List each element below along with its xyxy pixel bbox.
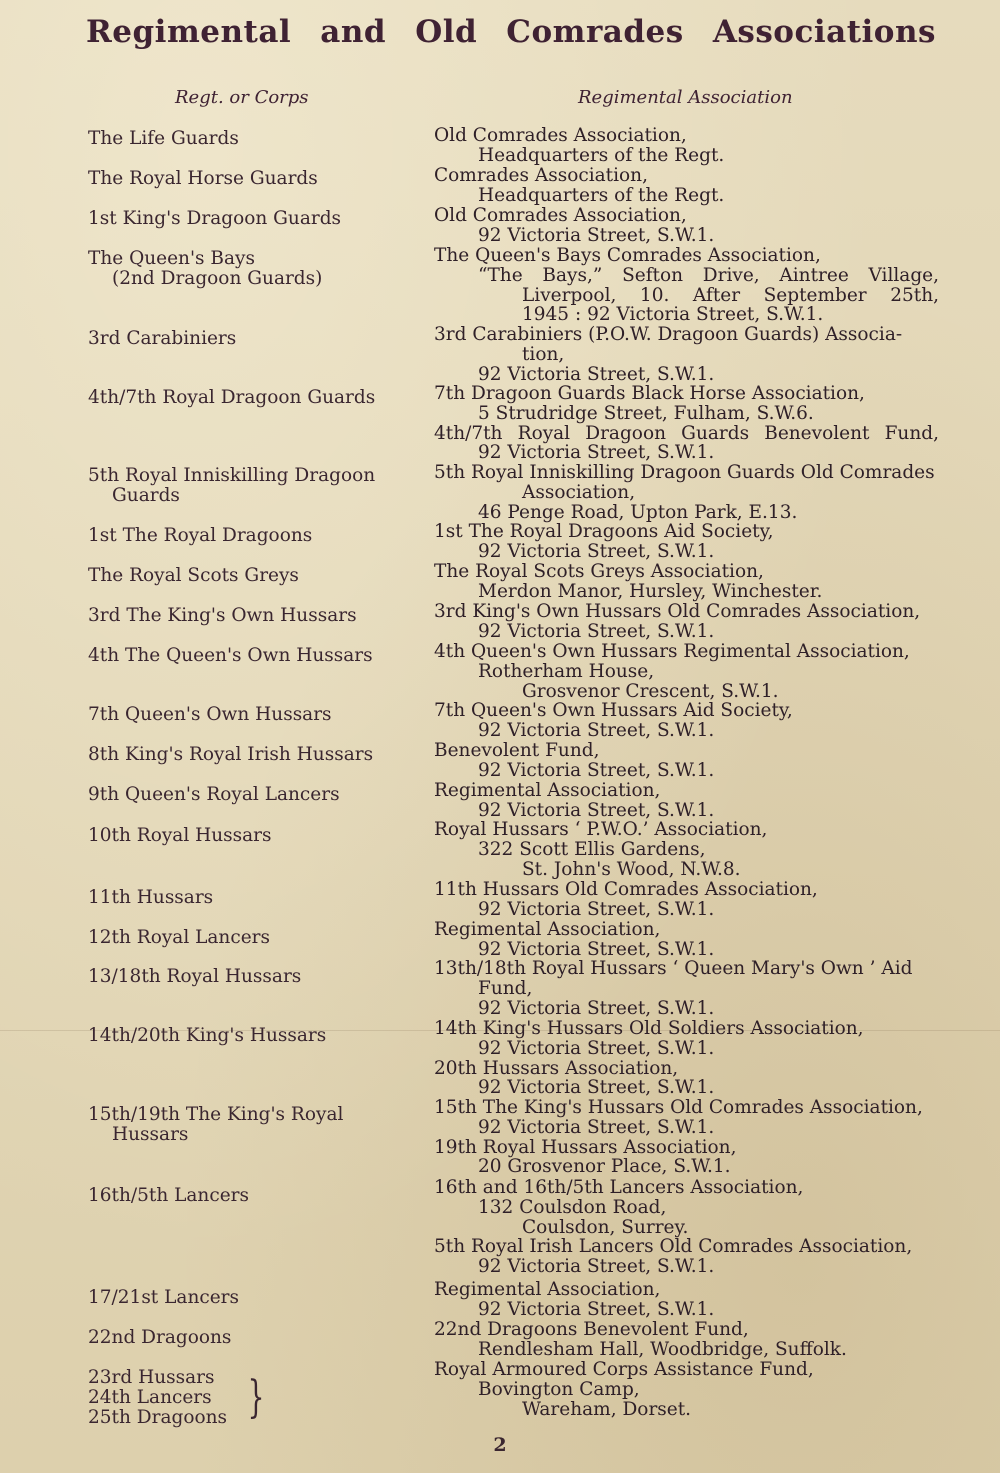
- column-header-regiment: Regt. or Corps: [175, 87, 309, 108]
- regiment-name: [88, 388, 408, 408]
- association-line: 11th Hussars Old Comrades Association,: [434, 879, 818, 900]
- association-line: tion,: [522, 343, 565, 365]
- association-line: Old Comrades Association,: [434, 125, 687, 146]
- regiment-name-line: 3rd Carabiniers: [88, 328, 237, 349]
- regiment-name-line: 12th Royal Lancers: [88, 927, 270, 948]
- regiment-name: [88, 1186, 408, 1206]
- regiment-name: [88, 606, 408, 626]
- regiment-name-line: 1st King's Dragoon Guards: [88, 208, 342, 229]
- association-line: 15th The King's Hussars Old Comrades Association,: [434, 1097, 923, 1118]
- association-line: 5th Royal Irish Lancers Old Comrades Association,: [434, 1236, 913, 1258]
- association-line: Comrades Association,: [434, 165, 648, 186]
- title-word: and: [320, 14, 387, 50]
- association-entry: [434, 701, 939, 741]
- association-line: The Queen's Bays Comrades Association,: [434, 245, 821, 266]
- association-line: 4th Queen's Own Hussars Regimental Association,: [434, 641, 910, 662]
- regiment-name-line: 5th Royal Inniskilling Dragoon: [88, 465, 376, 486]
- association-line: 7th Dragoon Guards Black Horse Association,: [434, 383, 865, 404]
- association-entry: [434, 384, 939, 463]
- association-line: 13th/18th Royal Hussars ‘ Queen Mary's Own ’ Aid: [434, 958, 913, 979]
- association-entry: [434, 820, 939, 879]
- association-line: 92 Victoria Street, S.W.1.: [478, 1077, 715, 1099]
- title-word: Regimental: [86, 14, 292, 50]
- association-line: Bovington Camp,: [478, 1378, 640, 1400]
- association-line: Rotherham House,: [478, 660, 655, 682]
- association-entry: [434, 642, 939, 701]
- regiment-name: [88, 526, 408, 546]
- association-line: 92 Victoria Street, S.W.1.: [478, 442, 715, 464]
- association-line: 5th Royal Inniskilling Dragoon Guards Old Comrades: [434, 462, 935, 483]
- association-line: Rendlesham Hall, Woodbridge, Suffolk.: [478, 1338, 847, 1360]
- title-word: Old: [415, 14, 478, 50]
- regiment-name-line: The Royal Horse Guards: [88, 168, 318, 189]
- association-line: Headquarters of the Regt.: [478, 184, 725, 206]
- regiment-name: [88, 967, 408, 987]
- regiment-name: [88, 1328, 408, 1348]
- regiment-name-line: 10th Royal Hussars: [88, 825, 272, 846]
- association-line: 92 Victoria Street, S.W.1.: [478, 1037, 715, 1059]
- association-line: 92 Victoria Street, S.W.1.: [478, 540, 715, 562]
- association-line: 92 Victoria Street, S.W.1.: [478, 1298, 715, 1320]
- association-line: 1945 : 92 Victoria Street, S.W.1.: [522, 304, 824, 326]
- association-line: 14th King's Hussars Old Soldiers Association,: [434, 1018, 864, 1039]
- regiment-name-line: 15th/19th The King's Royal: [88, 1104, 344, 1125]
- regiment-name-line: 16th/5th Lancers: [88, 1185, 249, 1206]
- association-line: 3rd Carabiniers (P.O.W. Dragoon Guards) Associa-: [434, 324, 903, 345]
- regiment-name: [88, 169, 408, 189]
- regiment-name-line: 23rd Hussars: [88, 1367, 215, 1388]
- regiment-name: [88, 705, 408, 725]
- association-entry: [434, 1019, 939, 1098]
- regiment-name: [88, 466, 408, 506]
- association-line: 46 Penge Road, Upton Park, E.13.: [478, 501, 798, 523]
- association-line: Regimental Association,: [434, 1279, 661, 1300]
- association-line: 92 Victoria Street, S.W.1.: [478, 898, 715, 920]
- regiment-name-line: Hussars: [112, 1124, 189, 1145]
- association-line: St. John's Wood, N.W.8.: [522, 858, 741, 880]
- association-line: Regimental Association,: [434, 780, 661, 801]
- regiment-name: [88, 1288, 408, 1308]
- regiment-name: [88, 785, 408, 805]
- grouping-brace: }: [247, 1372, 265, 1423]
- regiment-name: [88, 888, 408, 908]
- association-line: 92 Victoria Street, S.W.1.: [478, 938, 715, 960]
- association-entry: [434, 602, 939, 642]
- association-line: 4th/7th Royal Dragoon Guards Benevolent Fund,: [434, 422, 939, 444]
- regiment-name-line: 4th The Queen's Own Hussars: [88, 645, 373, 666]
- association-line: Association,: [522, 481, 636, 503]
- regiment-name-line: (2nd Dragoon Guards): [112, 268, 323, 289]
- association-line: 16th and 16th/5th Lancers Association,: [434, 1177, 804, 1198]
- regiment-name-line: 24th Lancers: [88, 1387, 212, 1408]
- regiment-name-line: 22nd Dragoons: [88, 1327, 232, 1348]
- regiment-name: [88, 566, 408, 586]
- association-entry: [434, 522, 939, 562]
- regiment-name-line: The Queen's Bays: [88, 248, 256, 269]
- regiment-name-line: 13/18th Royal Hussars: [88, 966, 302, 987]
- regiment-name-line: 1st The Royal Dragoons: [88, 525, 313, 546]
- association-line: Old Comrades Association,: [434, 205, 687, 226]
- association-line: Grosvenor Crescent, S.W.1.: [522, 680, 779, 702]
- association-entry: [434, 959, 939, 1018]
- association-entry: [434, 246, 939, 325]
- regiment-name: [88, 826, 408, 846]
- regiment-name-line: 11th Hussars: [88, 887, 214, 908]
- association-line: Merdon Manor, Hursley, Winchester.: [478, 580, 823, 602]
- association-entry: [434, 562, 939, 602]
- regiment-name: [88, 329, 408, 349]
- association-line: 92 Victoria Street, S.W.1.: [478, 1256, 715, 1278]
- association-entry: [434, 1360, 939, 1419]
- regiment-name: [88, 745, 408, 765]
- regiment-name-line: 7th Queen's Own Hussars: [88, 704, 332, 725]
- association-entry: [434, 1098, 939, 1177]
- regiment-name: [88, 1105, 408, 1145]
- regiment-name-line: 17/21st Lancers: [88, 1287, 239, 1308]
- regiment-name: [88, 1026, 408, 1046]
- page-title: [86, 14, 936, 50]
- association-entry: [434, 206, 939, 246]
- regiment-name-line: The Life Guards: [88, 128, 239, 149]
- association-line: 132 Coulsdon Road,: [478, 1196, 667, 1218]
- regiment-name-line: 14th/20th King's Hussars: [88, 1025, 327, 1046]
- association-line: 92 Victoria Street, S.W.1.: [478, 719, 715, 741]
- association-line: The Royal Scots Greys Association,: [434, 561, 764, 582]
- association-line: “The Bays,” Sefton Drive, Aintree Village,: [478, 264, 939, 286]
- page-number: 2: [493, 1434, 507, 1456]
- association-line: Coulsdon, Surrey.: [522, 1216, 689, 1238]
- association-line: 92 Victoria Street, S.W.1.: [478, 997, 715, 1019]
- association-line: 7th Queen's Own Hussars Aid Society,: [434, 700, 793, 721]
- regiment-name-line: 25th Dragoons: [88, 1407, 228, 1428]
- association-line: Benevolent Fund,: [434, 740, 600, 761]
- title-word: Comrades: [506, 14, 684, 50]
- association-entry: [434, 880, 939, 920]
- regiment-name: [88, 249, 408, 289]
- association-line: 5 Strudridge Street, Fulham, S.W.6.: [478, 402, 814, 424]
- association-entry: [434, 166, 939, 206]
- association-entry: [434, 463, 939, 522]
- regiment-name-line: 8th King's Royal Irish Hussars: [88, 744, 374, 765]
- association-line: 92 Victoria Street, S.W.1.: [478, 363, 715, 385]
- association-entry: [434, 325, 939, 384]
- association-line: 19th Royal Hussars Association,: [434, 1136, 737, 1158]
- regiment-name: [88, 129, 408, 149]
- regiment-name-line: Guards: [112, 485, 180, 506]
- association-line: Wareham, Dorset.: [522, 1398, 692, 1420]
- association-line: 3rd King's Own Hussars Old Comrades Association,: [434, 601, 921, 622]
- association-line: 1st The Royal Dragoons Aid Society,: [434, 521, 774, 542]
- association-line: 92 Victoria Street, S.W.1.: [478, 620, 715, 642]
- regiment-name: [88, 928, 408, 948]
- association-line: Royal Hussars ‘ P.W.O.’ Association,: [434, 819, 768, 840]
- association-line: 322 Scott Ellis Gardens,: [478, 838, 706, 860]
- association-entry: [434, 1320, 939, 1360]
- title-word: Associations: [712, 14, 936, 50]
- association-entry: [434, 781, 939, 821]
- association-entry: [434, 1178, 939, 1277]
- association-line: Headquarters of the Regt.: [478, 144, 725, 166]
- association-line: 92 Victoria Street, S.W.1.: [478, 759, 715, 781]
- regiment-name-line: 3rd The King's Own Hussars: [88, 605, 357, 626]
- association-entry: [434, 920, 939, 960]
- association-line: 22nd Dragoons Benevolent Fund,: [434, 1319, 749, 1340]
- column-header-association: Regimental Association: [578, 87, 793, 108]
- association-line: 92 Victoria Street, S.W.1.: [478, 799, 715, 821]
- association-line: Fund,: [478, 977, 533, 999]
- regiment-name-line: The Royal Scots Greys: [88, 565, 299, 586]
- association-entry: [434, 741, 939, 781]
- association-entry: [434, 126, 939, 166]
- association-line: 20th Hussars Association,: [434, 1057, 679, 1079]
- regiment-name: [88, 209, 408, 229]
- regiment-name: [88, 646, 408, 666]
- association-line: Regimental Association,: [434, 919, 661, 940]
- regiment-name-line: 4th/7th Royal Dragoon Guards: [88, 387, 376, 408]
- association-line: Liverpool, 10. After September 25th,: [522, 284, 939, 306]
- association-line: 92 Victoria Street, S.W.1.: [478, 224, 715, 246]
- association-line: 92 Victoria Street, S.W.1.: [478, 1116, 715, 1138]
- association-line: 20 Grosvenor Place, S.W.1.: [478, 1156, 731, 1178]
- association-line: Royal Armoured Corps Assistance Fund,: [434, 1359, 814, 1380]
- regiment-name-line: 9th Queen's Royal Lancers: [88, 784, 340, 805]
- association-entry: [434, 1280, 939, 1320]
